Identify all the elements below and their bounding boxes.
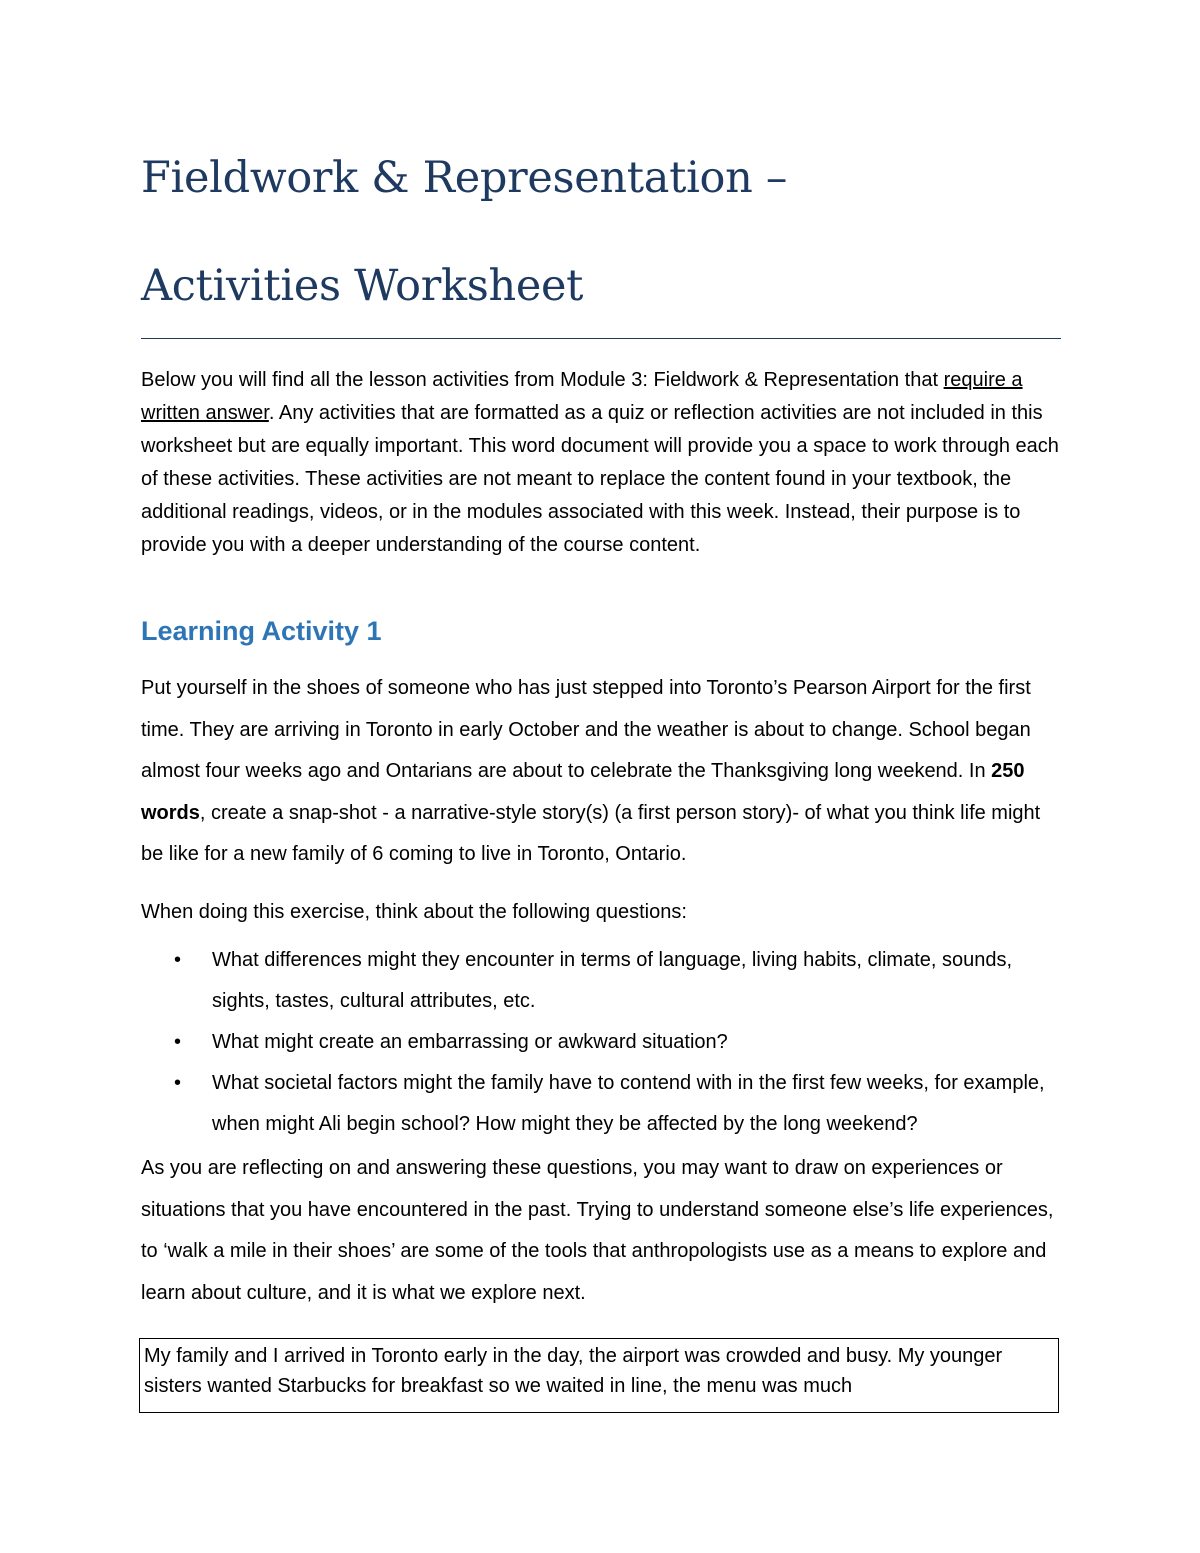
intro-text-part-1: Below you will find all the lesson activities from Module 3: Fieldwork & Representation that bbox=[141, 369, 944, 391]
question-text: What societal factors might the family have to contend with in the first few weeks, for example, when might Ali begin school? How might they be affected by the long weekend? bbox=[212, 1072, 1045, 1135]
intro-underlined-text: require a written answer bbox=[141, 369, 1023, 424]
document-title bbox=[141, 148, 1061, 339]
learning-activity-1-heading: Learning Activity 1 bbox=[141, 616, 382, 646]
questions-intro: When doing this exercise, think about the following questions: bbox=[141, 901, 687, 923]
intro-text-part-2: . Any activities that are formatted as a quiz or reflection activities are not included in this worksheet but are equally important. This word document will provide you a space to work through each of these activities. These activities are not meant to replace the content found in your textbook, the additional readings, videos, or in the modules associated with this week. Instead, their purpose is to provide you with a deeper understanding of the course content. bbox=[141, 402, 1059, 556]
questions-list bbox=[141, 940, 1061, 1145]
activity-1-word-count: 250 words bbox=[141, 760, 1025, 824]
question-text: What might create an embarrassing or awkward situation? bbox=[212, 1031, 728, 1053]
question-item bbox=[141, 1063, 1061, 1145]
title-line-2: Activities Worksheet bbox=[141, 261, 584, 311]
title-line-1: Fieldwork & Representation – bbox=[141, 153, 788, 203]
question-item bbox=[141, 940, 1061, 1022]
activity-1-prompt bbox=[141, 668, 1061, 876]
intro-paragraph bbox=[141, 364, 1061, 562]
question-text: What differences might they encounter in terms of language, living habits, climate, sounds, sights, tastes, cultural attributes, etc. bbox=[212, 949, 1013, 1012]
bullet-icon: • bbox=[174, 1031, 182, 1053]
activity-1-prompt-part-2: , create a snap-shot - a narrative-style story(s) (a first person story)- of what you think life might be like for a new family of 6 coming to live in Toronto, Ontario. bbox=[141, 801, 1041, 865]
question-item bbox=[141, 1022, 1061, 1063]
activity-1-prompt-part-1: Put yourself in the shoes of someone who has just stepped into Toronto’s Pearson Airport for the first time. They are arriving in Toronto in early October and the weather is about to change. School began almost four weeks ago and Ontarians are about to celebrate the Thanksgiving long weekend. In bbox=[141, 677, 1031, 782]
bullet-icon: • bbox=[174, 1072, 182, 1094]
bullet-icon: • bbox=[174, 949, 182, 971]
answer-text-box[interactable]: My family and I arrived in Toronto early in the day, the airport was crowded and busy. My younger sisters wanted Starbucks for breakfast so we waited in line, the menu was much bbox=[139, 1338, 1059, 1413]
reflection-paragraph: As you are reflecting on and answering these questions, you may want to draw on experiences or situations that you have encountered in the past. Trying to understand someone else’s life experiences, to ‘walk a mile in their shoes’ are some of the tools that anthropologists use as a means to explore and learn about culture, and it is what we explore next. bbox=[141, 1157, 1054, 1304]
